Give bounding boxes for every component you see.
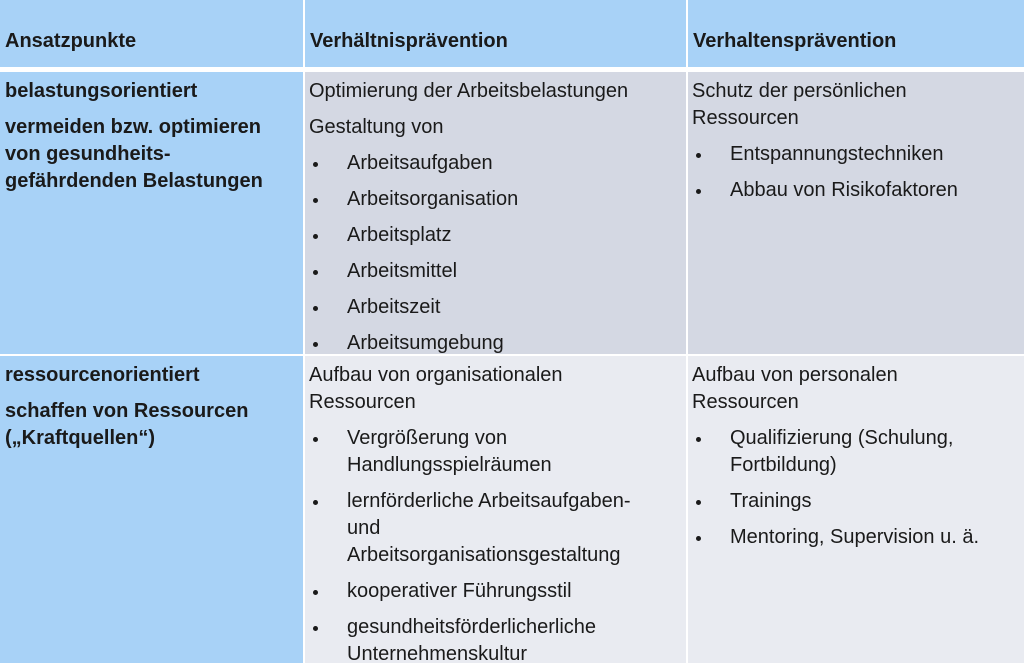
bullet-icon: [696, 153, 701, 158]
row1-verhaeltnis-intro: Gestaltung von: [309, 116, 444, 138]
list-item: kooperativer Führungsstil: [309, 578, 686, 605]
row1-verhalten-list: [692, 141, 1024, 204]
header-verhaltenspraevention: Verhaltensprävention: [688, 0, 1024, 72]
list-item: Arbeitsmittel: [309, 258, 686, 285]
header-ansatzpunkte: Ansatzpunkte: [0, 0, 303, 72]
row1-verhalten-cell: [688, 72, 1024, 354]
row1-approach-desc-line: von gesundheits-: [5, 143, 171, 165]
row2-approach-desc-line: schaffen von Ressourcen: [5, 400, 249, 422]
bullet-icon: [313, 500, 318, 505]
bullet-icon: [313, 234, 318, 239]
row1-verhalten-intro: Schutz der persönlichen: [692, 80, 907, 102]
row1-approach: [0, 72, 303, 354]
row2-verhaeltnis-list: [309, 425, 686, 663]
header-verhaeltnispraevention: Verhältnisprävention: [305, 0, 686, 72]
bullet-icon: [696, 189, 701, 194]
bullet-icon: [313, 162, 318, 167]
list-item: Arbeitsumgebung: [309, 330, 686, 354]
bullet-icon: [313, 590, 318, 595]
list-item: Qualifizierung (Schulung, Fortbildung): [692, 425, 1024, 479]
bullet-icon: [696, 500, 701, 505]
row2-verhalten-intro: Aufbau von personalen: [692, 364, 898, 386]
row2-verhaeltnis-intro: Aufbau von organisationalen: [309, 364, 563, 386]
list-item: Arbeitsaufgaben: [309, 150, 686, 177]
list-item: Abbau von Risikofaktoren: [692, 177, 1024, 204]
row2-approach-desc-line: („Kraftquellen“): [5, 427, 155, 449]
bullet-icon: [313, 626, 318, 631]
bullet-icon: [313, 198, 318, 203]
list-item: Mentoring, Supervision u. ä.: [692, 524, 1024, 551]
list-item: Trainings: [692, 488, 1024, 515]
list-item: lernförderliche Arbeitsaufgaben- und Arbeitsorganisationsgestaltung: [309, 488, 686, 569]
row1-verhaeltnis-cell: [305, 72, 686, 354]
list-item: gesundheitsförderlicherliche Unternehmenskultur: [309, 614, 686, 663]
row2-verhaeltnis-intro: Ressourcen: [309, 391, 416, 413]
bullet-icon: [313, 437, 318, 442]
list-item: Arbeitsorganisation: [309, 186, 686, 213]
list-item: Entspannungstechniken: [692, 141, 1024, 168]
bullet-icon: [313, 270, 318, 275]
bullet-icon: [696, 437, 701, 442]
list-item: Arbeitsplatz: [309, 222, 686, 249]
row2-approach-title: ressourcenorientiert: [5, 364, 200, 386]
row2-verhalten-intro: Ressourcen: [692, 391, 799, 413]
row1-verhaeltnis-intro: Optimierung der Arbeitsbelastungen: [309, 80, 629, 102]
row1-approach-desc-line: gefährdenden Belastungen: [5, 170, 263, 192]
bullet-icon: [313, 342, 318, 347]
bullet-icon: [696, 536, 701, 541]
row2-verhalten-cell: [688, 354, 1024, 663]
row1-approach-title: belastungsorientiert: [5, 80, 198, 102]
bullet-icon: [313, 306, 318, 311]
row1-verhaeltnis-list: [309, 150, 686, 354]
row1-approach-desc-line: vermeiden bzw. optimieren: [5, 116, 261, 138]
row1-verhalten-intro: Ressourcen: [692, 107, 799, 129]
list-item: Vergrößerung von Handlungsspielräumen: [309, 425, 686, 479]
row2-approach: [0, 354, 303, 663]
list-item: Arbeitszeit: [309, 294, 686, 321]
row2-verhalten-list: [692, 425, 1024, 551]
row2-verhaeltnis-cell: [305, 354, 686, 663]
